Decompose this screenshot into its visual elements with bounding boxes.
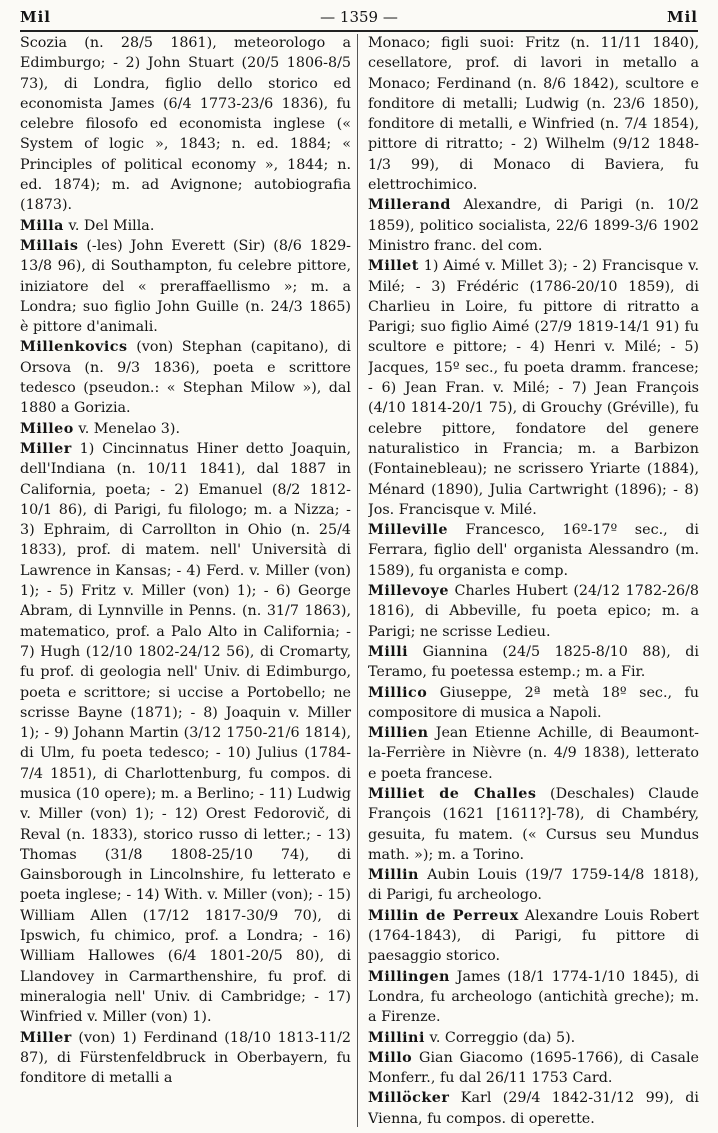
entry-text: Alexandre Louis Robert (1764-1843), di Parigi, fu pittore di paesaggio storico. — [368, 907, 699, 965]
entry-text: v. Menelao 3). — [78, 420, 181, 437]
entry — [368, 1088, 699, 1129]
entry — [20, 337, 351, 418]
entry — [368, 723, 699, 784]
page-number: — 1359 — — [320, 8, 398, 26]
entry-text: Monaco; figli suoi: Fritz (n. 11/11 1840), cesellatore, prof. di lavori in metallo a Monaco; Ferdinand (n. 8/6 1842), scultore e fonditore di metalli; Ludwig (n. 23/6 1850), fonditore di metalli, e Winfried (n. 7/4 1854), pittore di ritratto; - 2) Wilhelm (9/12 1848-1/3 99), di Monaco di Baviera, fu elettrochimico. — [368, 35, 699, 194]
entry-text: Jean Etienne Achille, di Beaumont-la-Ferrière in Nièvre (n. 4/9 1838), letterato e poeta francese. — [368, 725, 699, 782]
entry — [20, 216, 351, 236]
entry-headword: Milleville — [368, 522, 448, 539]
entry-text: James (18/1 1774-1/10 1845), di Londra, fu archeologo (antichità greche); m. a Firenze. — [368, 968, 699, 1026]
entry-text: Karl (29/4 1842-31/12 99), di Vienna, fu compos. di operette. — [368, 1090, 699, 1127]
entry-headword: Millico — [368, 684, 428, 701]
header-left-word: Mil — [20, 8, 52, 26]
entry-headword: Miller — [20, 440, 72, 457]
entry-text: (Deschales) Claude François (1621 [1611?]-78), di Chambéry, gesuita, fu matem. (« Cursus seu Mundus math. »); m. a Torino. — [368, 785, 699, 863]
entry-headword: Millevoye — [368, 583, 449, 600]
entry-headword: Millenkovics — [20, 339, 128, 356]
entry-headword: Miller — [20, 1029, 72, 1046]
header-right-word: Mil — [666, 8, 698, 26]
entry — [368, 642, 699, 683]
entry — [368, 784, 699, 865]
entry-headword: Millais — [20, 237, 79, 254]
entry-text: v. Del Milla. — [68, 217, 155, 234]
entry-text: Giannina (24/5 1825-8/10 88), di Teramo, fu poetessa estemp.; m. a Fir. — [368, 643, 699, 681]
entry-headword: Millo — [368, 1049, 413, 1066]
entry — [368, 1048, 699, 1089]
entry-headword: Milla — [20, 217, 64, 234]
entry — [20, 1028, 351, 1089]
entry — [368, 195, 699, 256]
entry-headword: Milliet de Challes — [368, 785, 537, 802]
entry — [368, 967, 699, 1028]
entry-headword: Millet — [368, 258, 419, 275]
entry — [20, 33, 351, 216]
entry — [368, 520, 699, 581]
entry — [368, 906, 699, 967]
entry — [368, 33, 699, 195]
entry — [368, 581, 699, 642]
page-header — [20, 4, 698, 30]
entry-headword: Millerand — [368, 197, 451, 214]
entry — [368, 1028, 699, 1048]
entry-text: (-les) John Everett (Sir) (8/6 1829-13/8 96), di Southampton, fu celebre pittore, iniziatore del « preraffaellismo »; m. a Londra; suo figlio John Guille (n. 24/3 1865) è pittore d'animali. — [20, 237, 351, 336]
entry-text: Aubin Louis (19/7 1759-14/8 1818), di Parigi, fu archeologo. — [368, 867, 699, 904]
entry-text: Scozia (n. 28/5 1861), meteorologo a Edimburgo; - 2) John Stuart (20/5 1806-8/5 73), di Londra, figlio dello storico ed economista James (6/4 1773-23/6 1836), fu celebre filosofo ed economista inglese (« System of logic », 1843; n. ed. 1884; « Principles of political economy », 1844; n. ed. 1874); m. ad Avignone; autobiografia (1873). — [20, 35, 351, 214]
entry — [20, 236, 351, 337]
entry-headword: Millin — [368, 867, 419, 884]
header-rule — [20, 30, 698, 32]
entry-headword: Milleo — [20, 420, 74, 437]
entry-text: Gian Giacomo (1695-1766), di Casale Monferr., fu dal 26/11 1753 Card. — [368, 1049, 699, 1087]
entry — [368, 256, 699, 520]
left-column — [20, 33, 351, 1129]
entry-headword: Millien — [368, 725, 429, 742]
entry-headword: Millin de Perreux — [368, 907, 519, 924]
entry-text: Francesco, 16º-17º sec., di Ferrara, figlio dell' organista Alessandro (m. 1589), fu organista e comp. — [368, 522, 699, 579]
entry-text: (von) Stephan (capitano), di Orsova (n. 9/3 1836), poeta e scrittore tedesco (pseudon.: « Stephan Milow »), dal 1880 a Gorizia. — [20, 339, 351, 417]
entry-text: Charles Hubert (24/12 1782-26/8 1816), di Abbeville, fu poeta epico; m. a Parigi; ne scrisse Ledieu. — [368, 583, 699, 640]
right-column — [368, 33, 699, 1129]
entry — [20, 419, 351, 439]
entry-text: 1) Aimé v. Millet 3); - 2) Francisque v. Milé; - 3) Frédéric (1786-20/10 1859), di Charlieu in Loire, fu pittore di ritratto a Parigi; suo figlio Aimé (27/9 1819-14/1 91) fu scultore e pittore; - 4) Henri v. Milé; - 5) Jacques, 15º sec., fu poeta dramm. francese; - 6) Jean Fran. v. Milé; - 7) Jean François (4/10 1814-20/1 75), di Grouchy (Gréville), fu celebre pittore, fondatore del genere naturalistico in Francia; m. a Barbizon (Fontainebleau); ne scrissero Yriarte (1884), Ménard (1890), Julia Cartwright (1896); - 8) Jos. Francisque v. Milé. — [368, 258, 699, 518]
entry-text: Giuseppe, 2ª metà 18º sec., fu compositore di musica a Napoli. — [368, 684, 699, 721]
entry-text: (von) 1) Ferdinand (18/10 1813-11/2 87), di Fürstenfeldbruck in Oberbayern, fu fonditore di metalli a — [20, 1029, 351, 1087]
entry-text: 1) Cincinnatus Hiner detto Joaquin, dell'Indiana (n. 10/11 1841), dal 1887 in California, poeta; - 2) Emanuel (8/2 1812-10/1 86), di Parigi, fu filologo; m. a Nizza; - 3) Ephraim, di Carrollton in Ohio (n. 25/4 1833), prof. di matem. nell' Università di Lawrence in Kansas; - 4) Ferd. v. Miller (von) 1); - 5) Fritz v. Miller (von) 1); - 6) George Abram, di Lynnville in Penns. (n. 31/7 1863), matematico, prof. a Palo Alto in California; - 7) Hugh (12/10 1802-24/12 56), di Cromarty, fu prof. di geologia nell' Univ. di Edimburgo, poeta e scrittore; si uccise a Portobello; ne scrisse Bayne (1871); - 8) Joaquin v. Miller 1); - 9) Johann Martin (3/12 1750-21/6 1814), di Ulm, fu poeta tedesco; - 10) Julius (1784-7/4 1851), di Charlottenburg, fu compos. di musica (10 opere); m. a Berlino; - 11) Ludwig v. Miller (von) 1); - 12) Orest Fedorovič, di Reval (n. 1833), storico russo di letter.; - 13) Thomas (31/8 1808-25/10 74), di Gainsborough in Lincolnshire, fu letterato e poeta inglese; - 14) With. v. Miller (von); - 15) William Allen (17/12 1817-30/9 70), di Ipswich, fu chimico, prof. a Londra; - 16) William Hallowes (6/4 1801-20/5 80), di Llandovey in Carmarthenshire, fu prof. di mineralogia nell' Univ. di Cambridge; - 17) Winfried v. Miller (von) 1). — [20, 440, 351, 1026]
entry-headword: Millöcker — [368, 1090, 450, 1107]
entry-headword: Millini — [368, 1029, 425, 1046]
entry-headword: Milli — [368, 643, 409, 660]
entry — [368, 865, 699, 906]
entry — [368, 683, 699, 724]
entry-text: v. Correggio (da) 5). — [429, 1029, 576, 1046]
column-divider — [357, 34, 358, 1127]
entry-headword: Millingen — [368, 968, 450, 985]
entry-text: Alexandre, di Parigi (n. 10/2 1859), politico socialista, 22/6 1899-3/6 1902 Ministro franc. del com. — [368, 197, 699, 254]
entry — [20, 439, 351, 1028]
